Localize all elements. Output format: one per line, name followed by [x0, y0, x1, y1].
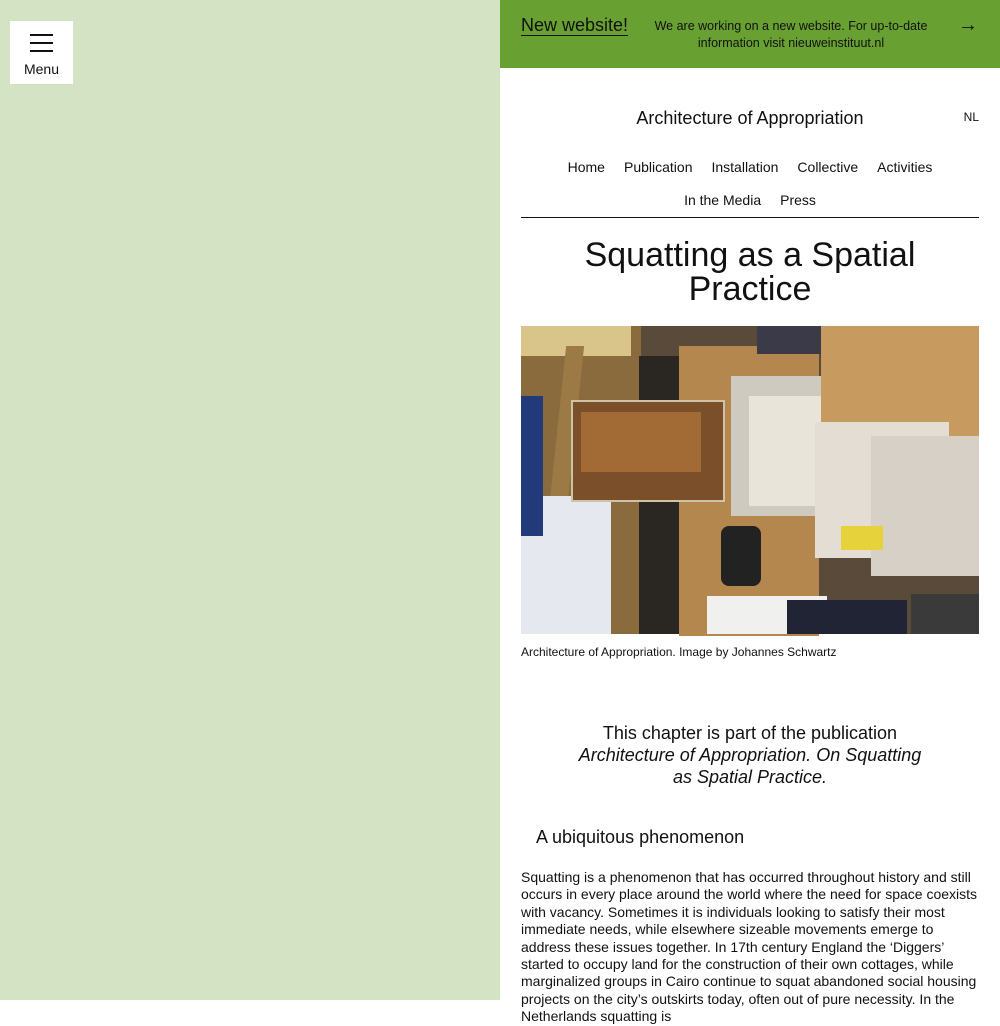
banner-text: We are working on a new website. For up-to-date information visit nieuweinstituut.nl [654, 19, 928, 50]
content-panel [500, 0, 1000, 1025]
nav-item-installation[interactable]: Installation [711, 159, 779, 175]
announcement-banner [500, 0, 1000, 68]
hero-image [521, 326, 979, 634]
menu-button[interactable] [10, 21, 73, 84]
banner-title-link[interactable]: New website! [521, 15, 629, 35]
nav-item-home[interactable]: Home [567, 159, 605, 175]
hamburger-icon [30, 34, 53, 53]
intro-text: This chapter is part of the publication [602, 723, 898, 743]
arrow-right-icon[interactable]: → [958, 14, 978, 36]
section-heading: A ubiquitous phenomenon [536, 827, 745, 847]
language-switch[interactable]: NL [963, 110, 979, 124]
body-paragraph: Squatting is a phenomenon that has occurred throughout history and still occurs in every place around the world where the need for space coexists with vacancy. Sometimes it is individuals looking to satisfy their most immediate needs, while elsewhere sizeable movements emerge to address these issues together. In 17th century England the ‘Diggers’ started to occupy land for the construction of their own cottages, while marginalized groups in Cairo continue to squat abandoned social housing projects on the city’s outskirts today, often out of pure necessity. In the Netherlands squatting is [521, 869, 978, 1025]
left-panel [0, 0, 500, 1000]
publication-title-link[interactable]: Architecture of Appropriation. On Squatting as Spatial Practice. [578, 745, 922, 787]
menu-label: Menu [23, 61, 60, 77]
site-title[interactable]: Architecture of Appropriation [636, 108, 864, 128]
page-title: Squatting as a Spatial Practice [584, 236, 916, 308]
nav-item-publication[interactable]: Publication [623, 159, 693, 175]
nav-item-in-the-media[interactable]: In the Media [684, 192, 762, 208]
nav-item-activities[interactable]: Activities [877, 159, 933, 175]
publication-intro [521, 722, 979, 788]
nav-item-press[interactable]: Press [780, 192, 816, 208]
image-caption: Architecture of Appropriation. Image by Johannes Schwartz [521, 645, 837, 659]
main-nav [521, 158, 979, 210]
nav-divider [521, 217, 979, 218]
nav-item-collective[interactable]: Collective [797, 159, 859, 175]
